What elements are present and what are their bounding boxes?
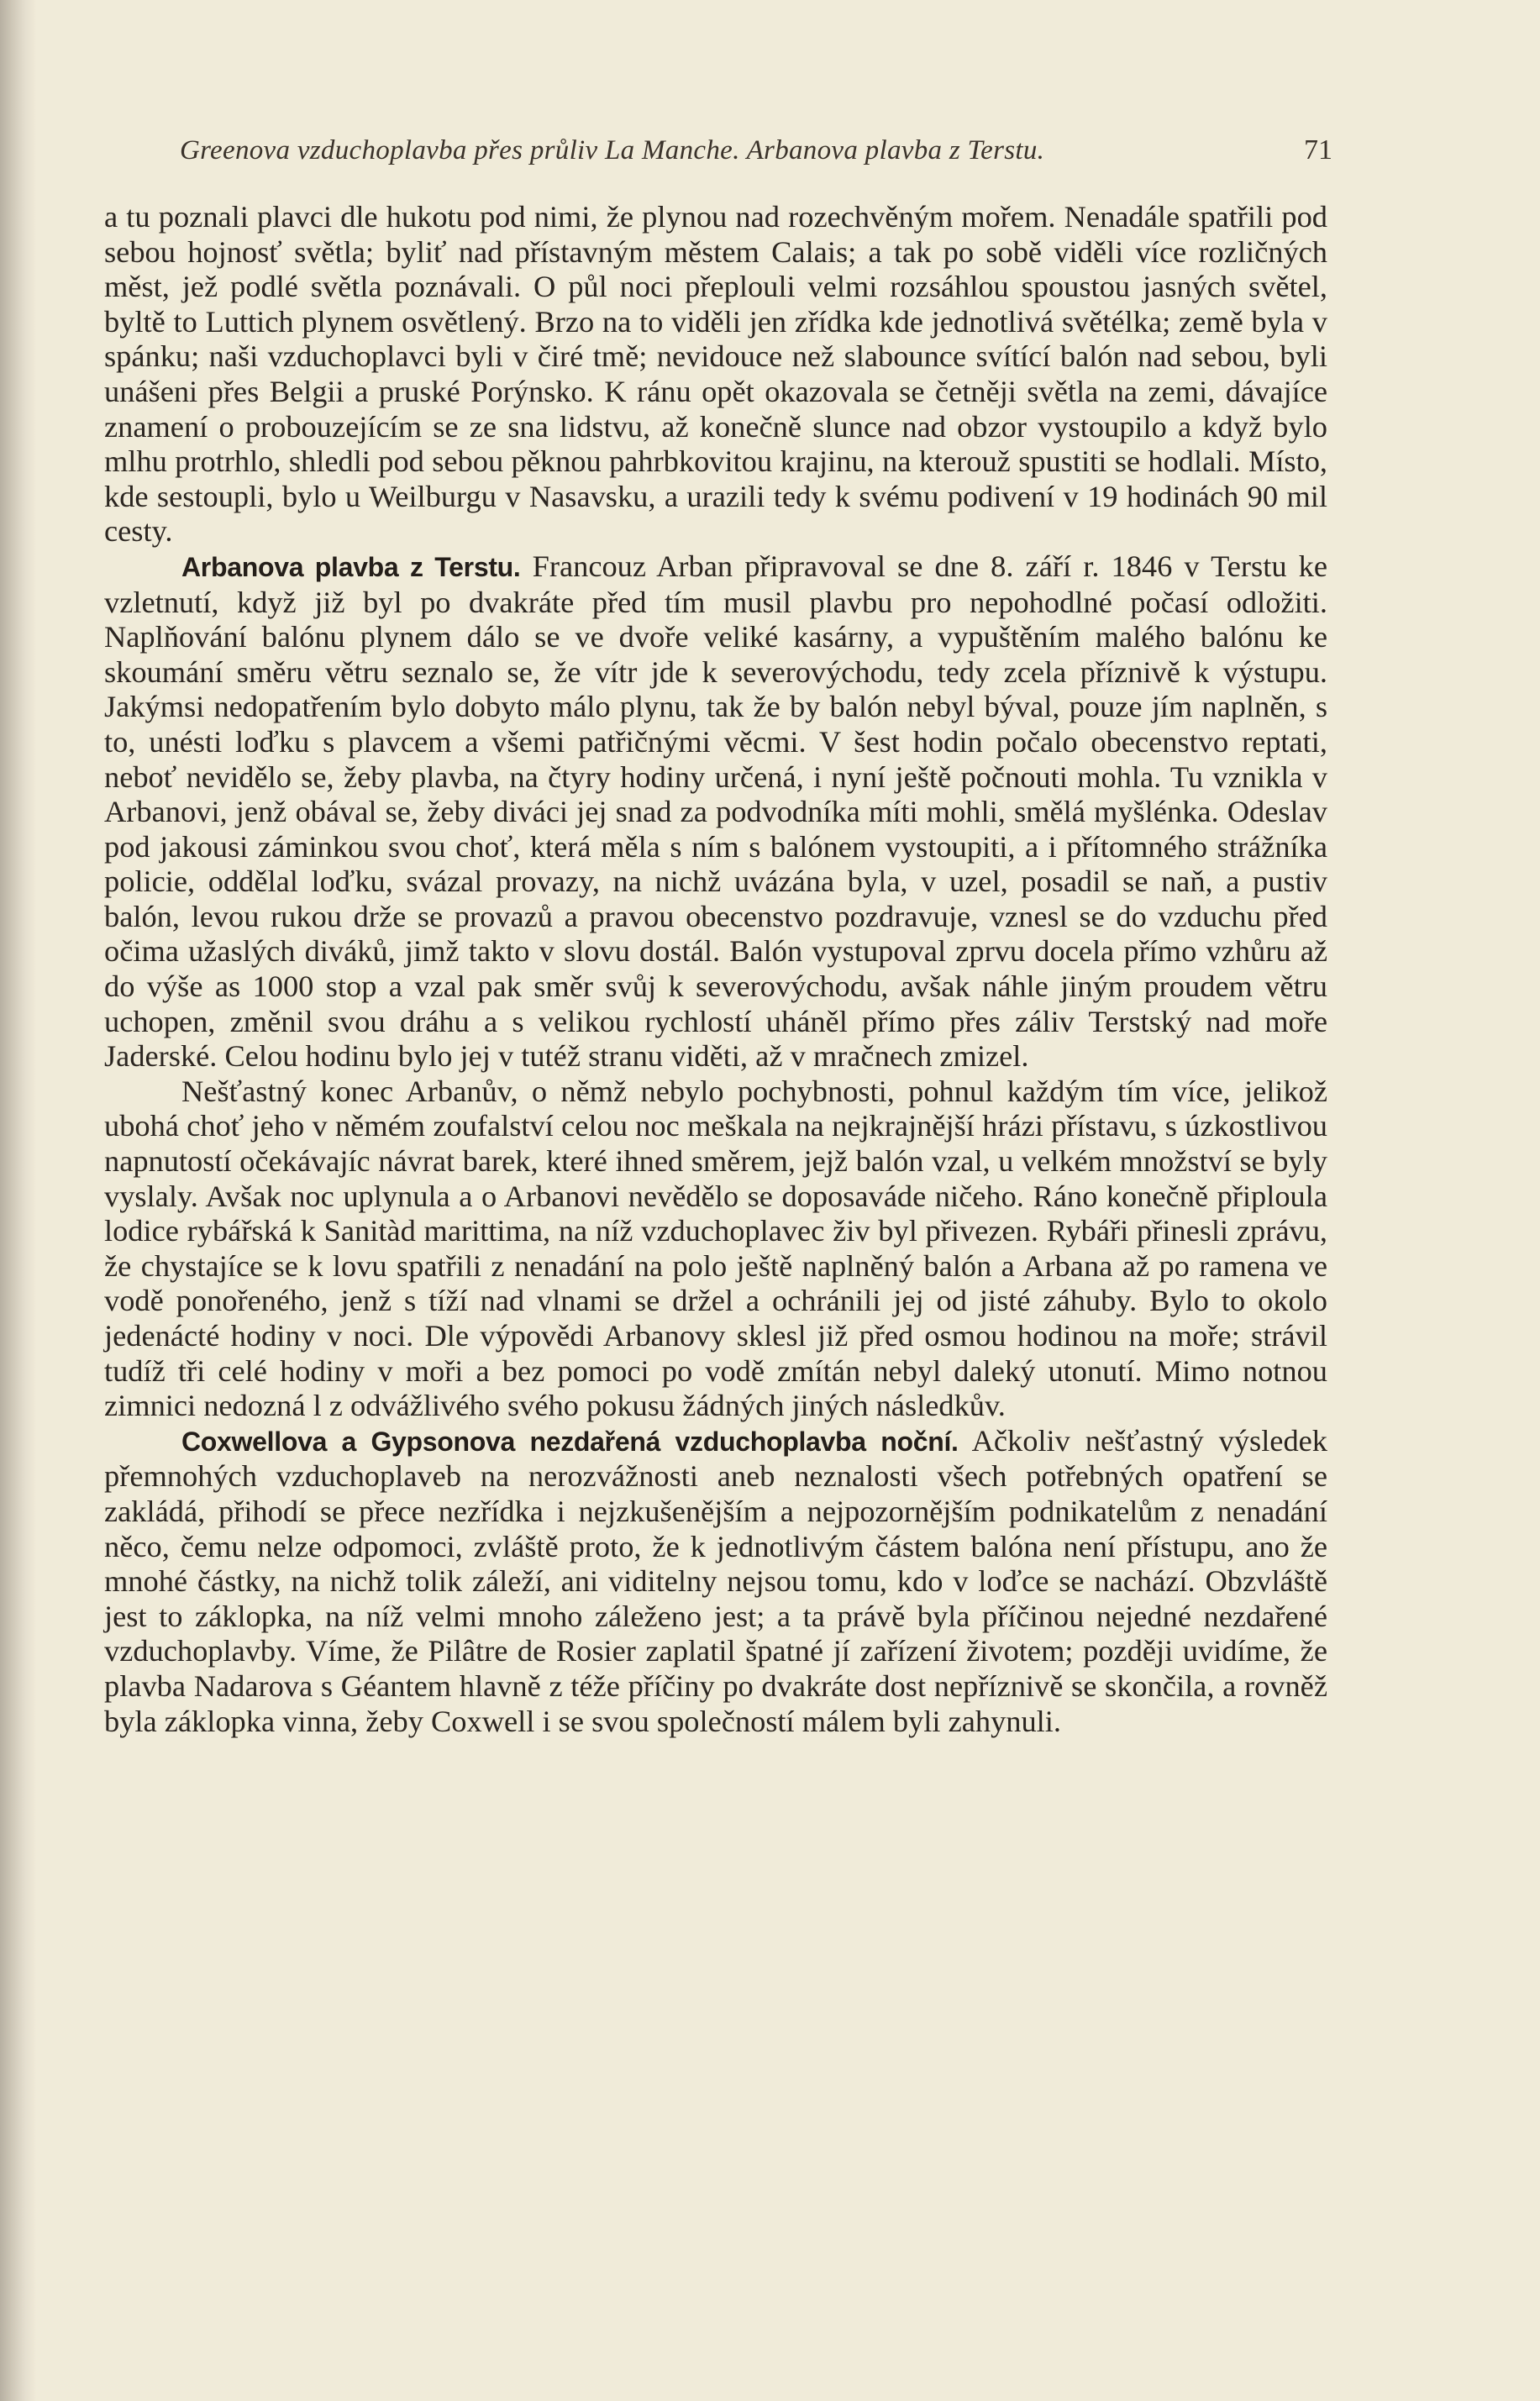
body-text: [104, 200, 1327, 1739]
paragraph-4: [104, 1424, 1327, 1739]
section-heading-arban: Arbanova plavba z Terstu.: [181, 551, 521, 582]
running-header-title: Greenova vzduchoplavba přes průliv La Manche. Arbanova plavba z Terstu.: [180, 135, 1045, 165]
paragraph-2-text: Francouz Arban připravoval se dne 8. září r. 1846 v Terstu ke vzletnutí, když již byl po dvakráte před tím musil plavbu pro nepohodlné počasí odložiti. Naplňování balónu plynem dálo se ve dvoře veliké kasárny, a vypuštěním malého balónu ke skoumání směru větru seznalo se, že vítr jde k severovýchodu, tedy zcela příznivě k výstupu. Jakýmsi nedopatřením bylo dobyto málo plynu, tak že by balón nebyl býval, pouze jím naplněn, s to, unésti loďku s plavcem a všemi patřičnými věcmi. V šest hodin počalo obecenstvo reptati, neboť nevidělo se, žeby plavba, na čtyry hodiny určená, i nyní ještě počnouti mohla. Tu vznikla v Arbanovi, jenž obával se, žeby diváci jej snad za podvodníka míti mohli, smělá myšlénka. Odeslav pod jakousi záminkou svou choť, která měla s ním s balónem vystoupiti, a i přítomného strážníka policie, oddělal loďku, svázal provazy, na nichž uvázána byla, v uzel, posadil se naň, a pustiv balón, levou rukou drže se provazů a pravou obecenstvo pozdravuje, vznesl se do vzduchu před očima užaslých diváků, jimž takto v slovu dostál. Balón vystupoval zprvu docela přímo vzhůru až do výše as 1000 stop a vzal pak směr svůj k severovýchodu, avšak náhle jiným proudem větru uchopen, změnil svou dráhu a s velikou rychlostí uháněl přímo přes záliv Terstský nad moře Jaderské. Celou hodinu bylo jej v tutéž stranu viděti, až v mračnech zmizel.: [104, 549, 1327, 1074]
running-header: [180, 134, 1332, 171]
page-number: 71: [1304, 134, 1332, 165]
paragraph-4-text: Ačkoliv nešťastný výsledek přemnohých vzduchoplaveb na nerozvážnosti aneb neznalosti všech potřebných opatření se zakládá, přihodí se přece nezřídka i nejzkušenějším a nejpozornějším podnikatelům z nenadání něco, čemu nelze odpomoci, zvláště proto, že k jednotlivým částem balóna není přístupu, ano že mnohé částky, na nichž tolik záleží, ani viditelny nejsou tomu, kdo v loďce se nachází. Obzvláště jest to záklopka, na níž velmi mnoho záleženo jest; a ta právě byla příčinou nejedné nezdařené vzduchoplavby. Víme, že Pilâtre de Rosier zaplatil špatné jí zařízení životem; později uvidíme, že plavba Nadarova s Géantem hlavně z téže příčiny po dvakráte dost nepříznivě se skončila, a rovněž byla záklopka vinna, žeby Coxwell i se svou společností málem byli zahynuli.: [104, 1423, 1327, 1738]
section-heading-coxwell: Coxwellova a Gypsonova nezdařená vzduchoplavba noční.: [181, 1426, 959, 1457]
paragraph-1-text: a tu poznali plavci dle hukotu pod nimi, že plynou nad rozechvěným mořem. Nenadále spatřili pod sebou hojnosť světla; byliť nad přístavným městem Calais; a tak po sobě viděli více rozličných měst, jež podlé světla poznávali. O půl noci přeplouli velmi rozsáhlou spoustou jasných světel, byltě to Luttich plynem osvětlený. Brzo na to viděli jen zřídka kde jednotlivá světélka; země byla v spánku; naši vzduchoplavci byli v čiré tmě; nevidouce než slabounce svítící balón nad sebou, byli unášeni přes Belgii a pruské Porýnsko. K ránu opět okazovala se četněji světla na zemi, dávajíce znamení o probouzejícím se ze sna lidstvu, až konečně slunce nad obzor vystoupilo a když bylo mlhu protrhlo, shledli pod sebou pěknou pahrbkovitou krajinu, na kterouž spustiti se hodlali. Místo, kde sestoupli, bylo u Weilburgu v Nasavsku, a urazili tedy k svému podivení v 19 hodinách 90 mil cesty.: [104, 200, 1327, 549]
paragraph-3-text: Nešťastný konec Arbanův, o němž nebylo pochybnosti, pohnul každým tím více, jelikož ubohá choť jeho v němém zoufalství celou noc meškala na nejkrajnější hrázi přístavu, s úzkostlivou napnutostí očekávajíc návrat barek, které ihned směrem, jejž balón vzal, u velkém množství se byly vyslaly. Avšak noc uplynula a o Arbanovi nevědělo se doposaváde ničeho. Ráno konečně připloula lodice rybářská k Sanitàd marittima, na níž vzduchoplavec živ byl přivezen. Rybáři přinesli zprávu, že chystajíce se k lovu spatřili z nenadání na polo ještě naplněný balón a Arbana až po ramena ve vodě ponořeného, jenž s tíží nad vlnami se držel a ochránili jej od jisté záhuby. Bylo to okolo jedenácté hodiny v noci. Dle výpovědi Arbanovy sklesl již před osmou hodinou na moře; strávil tudíž tři celé hodiny v moři a bez pomoci po vodě zmítán nebyl daleký utonutí. Mimo notnou zimnici nedozná l z odvážlivého svého pokusu žádných jiných následkův.: [104, 1074, 1327, 1423]
paragraph-1: [104, 200, 1327, 549]
paragraph-2: [104, 549, 1327, 1074]
paragraph-3: [104, 1074, 1327, 1424]
